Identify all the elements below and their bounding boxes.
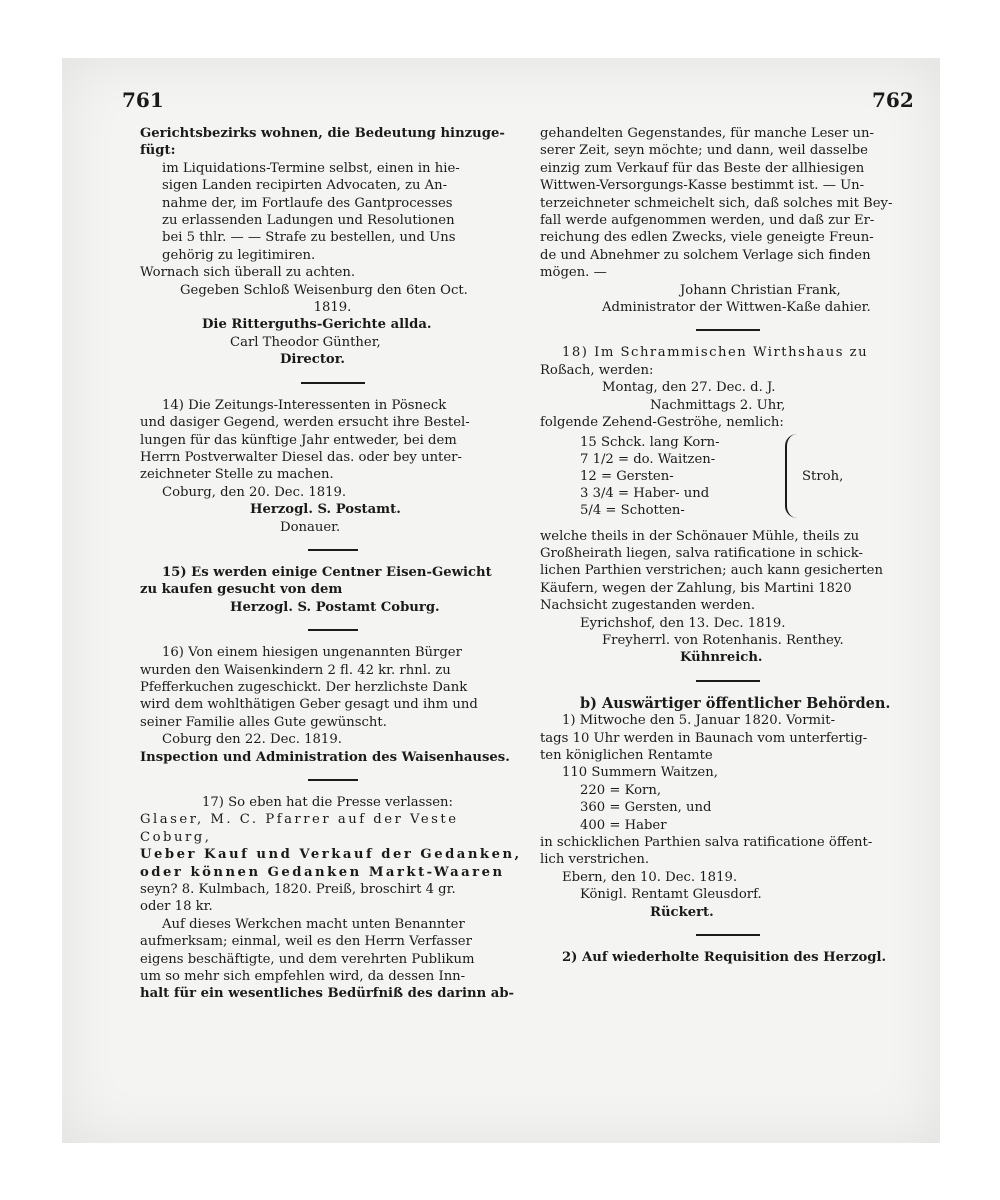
table-note: Stroh, bbox=[802, 468, 844, 484]
date-line: Coburg, den 20. Dec. 1819. bbox=[162, 484, 347, 500]
divider bbox=[301, 382, 365, 384]
signature-line: Freyherrl. von Rotenhanis. Renthey. bbox=[602, 632, 844, 648]
divider bbox=[308, 779, 358, 781]
text-line: welche theils in der Schönauer Mühle, theils zu bbox=[540, 528, 860, 544]
text-line: in schicklichen Parthien salva ratificatione öffent- bbox=[540, 835, 873, 850]
text-line: mögen. — bbox=[540, 265, 607, 281]
signature-line: Donauer. bbox=[280, 519, 341, 535]
list-item: 220 = Korn, bbox=[580, 782, 662, 798]
signature-line: Inspection und Administration des Waisenhauses. bbox=[140, 749, 510, 765]
text-line: halt für ein wesentliches Bedürfniß des darinn ab- bbox=[140, 986, 515, 1002]
signature-line: Herzogl. S. Postamt Coburg. bbox=[230, 599, 440, 615]
divider bbox=[308, 549, 358, 551]
text-line: seyn? 8. Kulmbach, 1820. Preiß, broschirt 4 gr. bbox=[140, 882, 456, 898]
text-line: folgende Zehend-Geströhe, nemlich: bbox=[540, 415, 784, 431]
signature-line: Carl Theodor Günther, bbox=[230, 334, 381, 350]
text-line: Nachsicht zugestanden werden. bbox=[540, 598, 756, 614]
date-line: Eyrichshof, den 13. Dec. 1819. bbox=[580, 615, 786, 631]
text-line: 14) Die Zeitungs-Interessenten in Pösneck bbox=[162, 397, 447, 413]
page-number-right: 762 bbox=[872, 88, 914, 112]
text-line: de und Abnehmer zu solchem Verlage sich finden bbox=[540, 247, 871, 263]
text-line: 1) Mitwoche den 5. Januar 1820. Vormit- bbox=[562, 713, 836, 729]
date-line: Montag, den 27. Dec. d. J. bbox=[602, 380, 776, 396]
text-line: seiner Familie alles Gute gewünscht. bbox=[140, 714, 387, 730]
text-line: Großheirath liegen, salva ratificatione in schick- bbox=[540, 545, 864, 561]
goods-table bbox=[540, 434, 915, 524]
text-line: Käufern, wegen der Zahlung, bis Martini 1820 bbox=[540, 580, 852, 596]
text-line: oder können Gedanken Markt-Waaren bbox=[140, 864, 505, 880]
text-line: serer Zeit, seyn möchte; und dann, weil dasselbe bbox=[540, 143, 868, 159]
text-line: sigen Landen recipirten Advocaten, zu An- bbox=[162, 178, 448, 194]
text-line: lichen Parthien verstrichen; auch kann gesicherten bbox=[540, 563, 883, 579]
table-row: 5/4 = Schotten- bbox=[580, 502, 685, 518]
list-item: 400 = Haber bbox=[580, 817, 667, 833]
page-number-left: 761 bbox=[122, 88, 164, 112]
date-line: Ebern, den 10. Dec. 1819. bbox=[562, 869, 738, 885]
text-line: Herrn Postverwalter Diesel das. oder bey unter- bbox=[140, 449, 462, 465]
text-line: nahme der, im Fortlaufe des Gantprocesses bbox=[162, 195, 453, 211]
text-line: 18) Im Schrammischen Wirthshaus zu bbox=[562, 345, 869, 361]
brace bbox=[785, 434, 797, 518]
text-line: Wittwen-Versorgungs-Kasse bestimmt ist. — Un- bbox=[540, 178, 865, 194]
text-line: zu kaufen gesucht von dem bbox=[140, 582, 343, 598]
text-line: 15) Es werden einige Centner Eisen-Gewicht bbox=[162, 564, 492, 580]
section-heading: b) Auswärtiger öffentlicher Behörden. bbox=[580, 694, 891, 712]
text-line: Auf dieses Werkchen macht unten Benannter bbox=[162, 916, 465, 932]
text-line: ten königlichen Rentamte bbox=[540, 747, 713, 763]
text-line: aufmerksam; einmal, weil es den Herrn Verfasser bbox=[140, 934, 472, 950]
signature-line: Königl. Rentamt Gleusdorf. bbox=[580, 887, 762, 903]
text-line: 17) So eben hat die Presse verlassen: bbox=[202, 795, 453, 810]
text-line: gehandelten Gegenstandes, für manche Leser un- bbox=[540, 126, 874, 141]
text-line: Wornach sich überall zu achten. bbox=[140, 265, 356, 281]
table-row: 12 = Gersten- bbox=[580, 468, 674, 484]
text-line: Gerichtsbezirks wohnen, die Bedeutung hinzuge- bbox=[140, 126, 505, 141]
text-line: Glaser, M. C. Pfarrer auf der Veste Coburg, bbox=[140, 812, 459, 845]
table-row: 3 3/4 = Haber- und bbox=[580, 485, 710, 501]
right-column bbox=[540, 125, 915, 966]
text-line: Roßach, werden: bbox=[540, 362, 654, 378]
signature-line: Die Ritterguths-Gerichte allda. bbox=[202, 317, 432, 333]
text-line: reichung des edlen Zwecks, viele geneigte Freun- bbox=[540, 230, 874, 246]
text-line: eigens beschäftigte, und dem verehrten Publikum bbox=[140, 951, 475, 967]
text-line: zu erlassenden Ladungen und Resolutionen bbox=[162, 213, 455, 229]
text-line: wird dem wohlthätigen Geber gesagt und ihm und bbox=[140, 697, 478, 713]
text-line: 16) Von einem hiesigen ungenannten Bürger bbox=[162, 645, 462, 661]
left-column bbox=[140, 125, 525, 1003]
signature-line: Herzogl. S. Postamt. bbox=[250, 502, 401, 518]
list-item: 110 Summern Waitzen, bbox=[562, 765, 718, 781]
divider bbox=[308, 629, 358, 631]
divider bbox=[696, 329, 760, 331]
text-line: zeichneter Stelle zu machen. bbox=[140, 467, 334, 483]
text-line: um so mehr sich empfehlen wird, da dessen Inn- bbox=[140, 969, 466, 985]
text-line: Ueber Kauf und Verkauf der Gedanken, bbox=[140, 847, 522, 863]
table-row: 7 1/2 = do. Waitzen- bbox=[580, 451, 716, 467]
date-line: Gegeben Schloß Weisenburg den 6ten Oct. bbox=[180, 282, 468, 298]
text-line: 2) Auf wiederholte Requisition des Herzogl. bbox=[562, 950, 887, 966]
text-line: fügt: bbox=[140, 143, 176, 159]
text-line: wurden den Waisenkindern 2 fl. 42 kr. rhnl. zu bbox=[140, 662, 451, 678]
divider bbox=[696, 680, 760, 682]
text-line: oder 18 kr. bbox=[140, 899, 213, 915]
text-line: lich verstrichen. bbox=[540, 852, 650, 868]
time-line: Nachmittags 2. Uhr, bbox=[650, 397, 786, 413]
text-line: bei 5 thlr. — — Strafe zu bestellen, und Uns bbox=[162, 230, 456, 246]
text-line: Pfefferkuchen zugeschickt. Der herzlichste Dank bbox=[140, 679, 468, 695]
date-line: Coburg den 22. Dec. 1819. bbox=[162, 732, 342, 748]
table-row: 15 Schck. lang Korn- bbox=[580, 434, 720, 450]
text-line: terzeichneter schmeichelt sich, daß solches mit Bey- bbox=[540, 195, 893, 211]
text-line: und dasiger Gegend, werden ersucht ihre Bestel- bbox=[140, 415, 470, 431]
signature-line: Administrator der Wittwen-Kaße dahier. bbox=[602, 300, 871, 316]
signature-line: Kühnreich. bbox=[680, 650, 763, 666]
text-line: im Liquidations-Termine selbst, einen in hie- bbox=[162, 160, 460, 176]
divider bbox=[696, 934, 760, 936]
signature-line: Johann Christian Frank, bbox=[680, 282, 841, 298]
year-line: 1819. bbox=[313, 300, 352, 316]
text-line: tags 10 Uhr werden in Baunach vom unterfertig- bbox=[540, 730, 868, 746]
signature-line: Rückert. bbox=[650, 904, 714, 920]
signature-line: Director. bbox=[280, 352, 346, 368]
text-line: einzig zum Verkauf für das Beste der allhiesigen bbox=[540, 160, 865, 176]
text-line: fall werde aufgenommen werden, und daß zur Er- bbox=[540, 213, 875, 229]
text-line: gehörig zu legitimiren. bbox=[162, 247, 316, 263]
text-line: lungen für das künftige Jahr entweder, bei dem bbox=[140, 432, 457, 448]
list-item: 360 = Gersten, und bbox=[580, 800, 712, 816]
